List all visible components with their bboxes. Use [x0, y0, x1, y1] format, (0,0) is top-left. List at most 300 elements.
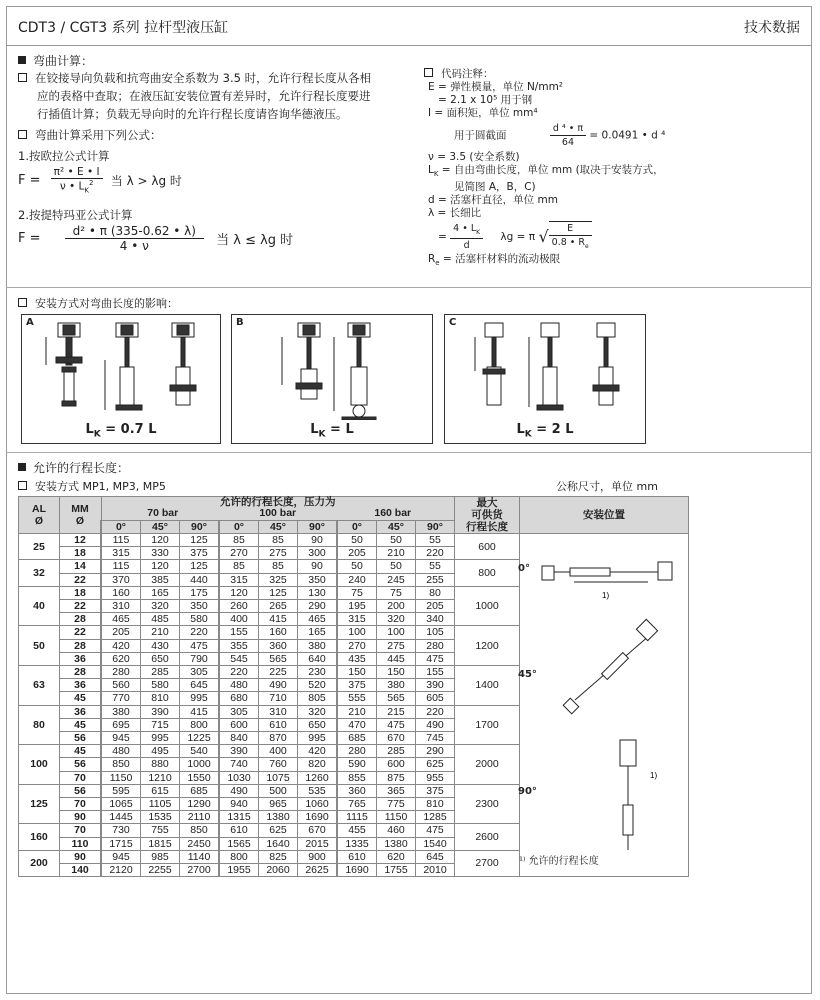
cell-value: 205 — [101, 626, 141, 639]
legend-e-steel: = 2.1 x 10⁵ 用于钢 — [438, 94, 533, 106]
cell-max: 1000 — [455, 586, 520, 626]
re-symbol: R — [428, 252, 436, 265]
mount-footnote: ¹⁾ 允许的行程长度 — [519, 856, 599, 867]
cell-value: 495 — [141, 745, 180, 758]
cell-value: 120 — [219, 586, 259, 599]
figure-lk — [232, 422, 432, 440]
cell-mm: 22 — [60, 600, 102, 613]
cell-value: 455 — [337, 824, 377, 837]
cell-value: 1290 — [180, 798, 220, 811]
cell-mm: 36 — [60, 679, 102, 692]
cell-value: 130 — [298, 586, 338, 599]
h-max: 行程长度 — [466, 521, 508, 533]
euler-numerator: π² • E • I — [51, 166, 103, 179]
cell-value: 790 — [180, 652, 220, 665]
cell-value: 1535 — [141, 811, 180, 824]
cell-value: 475 — [416, 652, 455, 665]
cell-max: 2000 — [455, 745, 520, 785]
cell-mm: 110 — [60, 837, 102, 850]
cell-value: 820 — [298, 758, 338, 771]
cell-value: 2060 — [259, 864, 298, 877]
tetmajer-label: 2.按提特玛亚公式计算 — [18, 208, 133, 222]
cell-mm: 45 — [60, 745, 102, 758]
lk-text: = 自由弯曲长度，单位 mm (取决于安装方式， — [441, 164, 664, 176]
cell-value: 55 — [416, 534, 455, 547]
cell-value: 1285 — [416, 811, 455, 824]
h-al: AL — [32, 503, 46, 515]
cell-value: 330 — [141, 547, 180, 560]
cell-value: 1075 — [259, 771, 298, 784]
cell-value: 745 — [416, 732, 455, 745]
cell-value: 645 — [416, 850, 455, 863]
cell-value: 385 — [141, 573, 180, 586]
lambda-num-text: 4 • L — [453, 222, 477, 234]
table-row — [19, 534, 689, 547]
cell-mm: 12 — [60, 534, 102, 547]
cell-value: 1065 — [101, 798, 141, 811]
cell-value: 880 — [141, 758, 180, 771]
cell-al: 125 — [19, 784, 60, 824]
lambda-fraction — [450, 222, 483, 253]
cell-value: 1540 — [416, 837, 455, 850]
cell-value: 200 — [377, 600, 416, 613]
cell-value: 280 — [416, 639, 455, 652]
cell-value: 90 — [298, 534, 338, 547]
cell-value: 670 — [298, 824, 338, 837]
cell-value: 220 — [416, 705, 455, 718]
cell-value: 165 — [141, 586, 180, 599]
stroke-heading: 允许的行程长度： — [33, 461, 130, 475]
cell-max: 600 — [455, 534, 520, 560]
cell-value: 120 — [141, 534, 180, 547]
cell-value: 380 — [101, 705, 141, 718]
cell-value: 375 — [180, 547, 220, 560]
cell-value: 355 — [219, 639, 259, 652]
cell-value: 800 — [219, 850, 259, 863]
legend-re: $R_e$ = 活塞杆材料的流动极限 — [428, 252, 561, 268]
lambda-g-den-text: 0.8 • R — [551, 237, 586, 249]
mount-label-45: 45° — [518, 669, 537, 680]
cell-value: 850 — [101, 758, 141, 771]
cell-value: 900 — [298, 850, 338, 863]
legend-lk-2: 见简图 A，B，C) — [454, 181, 536, 194]
cell-value: 160 — [259, 626, 298, 639]
cell-value: 760 — [259, 758, 298, 771]
cell-value: 1000 — [180, 758, 220, 771]
cell-value: 2625 — [298, 864, 338, 877]
cell-value: 490 — [259, 679, 298, 692]
cell-value: 50 — [337, 560, 377, 573]
cell-value: 210 — [377, 547, 416, 560]
cell-value: 480 — [219, 679, 259, 692]
bullet-open-icon — [424, 68, 433, 77]
cell-value: 965 — [259, 798, 298, 811]
cell-value: 875 — [377, 771, 416, 784]
cell-value: 1640 — [259, 837, 298, 850]
cell-value: 125 — [180, 560, 220, 573]
cell-value: 1105 — [141, 798, 180, 811]
cell-mm: 70 — [60, 771, 102, 784]
cell-value: 125 — [180, 534, 220, 547]
cell-value: 240 — [337, 573, 377, 586]
cell-value: 855 — [337, 771, 377, 784]
cell-value: 220 — [416, 547, 455, 560]
cell-value: 940 — [219, 798, 259, 811]
cell-mm: 90 — [60, 811, 102, 824]
bullet-filled-icon — [18, 463, 26, 471]
bullet-open-icon — [18, 481, 27, 490]
cell-value: 160 — [101, 586, 141, 599]
cell-value: 2255 — [141, 864, 180, 877]
para-line: 应的表格中查取；在液压缸安装位置有差异时，允许行程长度要进 — [37, 89, 371, 103]
figure-label: B — [236, 317, 244, 328]
cell-value: 375 — [416, 784, 455, 797]
cell-value: 695 — [101, 718, 141, 731]
cell-value: 115 — [101, 560, 141, 573]
cell-value: 315 — [337, 613, 377, 626]
legend-i: I = 面积矩，单位 mm⁴ — [428, 107, 538, 119]
h-mm: MM — [71, 503, 89, 515]
cell-value: 55 — [416, 560, 455, 573]
cell-value: 955 — [416, 771, 455, 784]
cell-value: 275 — [259, 547, 298, 560]
legend — [424, 68, 665, 270]
header-mount: 安装位置 — [520, 497, 689, 534]
cell-value: 195 — [337, 600, 377, 613]
cell-value: 485 — [141, 613, 180, 626]
cell-value: 280 — [101, 666, 141, 679]
cell-value: 150 — [337, 666, 377, 679]
sqrt-icon: √ — [538, 227, 549, 247]
cell-value: 380 — [298, 639, 338, 652]
cell-value: 320 — [141, 600, 180, 613]
header-angle: 45° — [141, 520, 180, 533]
cell-mm: 70 — [60, 824, 102, 837]
stroke-sub-row — [18, 478, 166, 494]
bullet-filled-icon — [18, 56, 26, 64]
lambda-denominator: d — [463, 240, 470, 252]
cell-value: 1955 — [219, 864, 259, 877]
cell-value: 770 — [101, 692, 141, 705]
cell-value: 565 — [259, 652, 298, 665]
cell-value: 2015 — [298, 837, 338, 850]
cell-value: 125 — [259, 586, 298, 599]
cell-value: 685 — [337, 732, 377, 745]
cell-value: 470 — [337, 718, 377, 731]
cell-mm: 45 — [60, 692, 102, 705]
figure-label: A — [26, 317, 34, 328]
cell-value: 710 — [259, 692, 298, 705]
cell-value: 1225 — [180, 732, 220, 745]
h-max: 可供货 — [471, 509, 503, 521]
legend-lambda-formula: = $\frac{4 • L_K}{d}$ λg = π √ $\frac{E}{0.8 • R_e}$ — [424, 221, 665, 253]
header-angle: 0° — [101, 520, 141, 533]
cell-value: 625 — [416, 758, 455, 771]
cell-value: 50 — [377, 560, 416, 573]
cell-value: 580 — [180, 613, 220, 626]
cell-value: 995 — [141, 732, 180, 745]
cell-mm: 22 — [60, 626, 102, 639]
bullet-open-icon — [18, 298, 27, 307]
bending-para1 — [18, 69, 413, 123]
cell-value: 490 — [219, 784, 259, 797]
para-line: 弯曲计算采用下列公式： — [35, 128, 162, 142]
footmark-0: 1) — [602, 591, 610, 600]
euler-label: 1.按欧拉公式计算 — [18, 149, 110, 163]
cell-value: 560 — [101, 679, 141, 692]
cell-value: 460 — [377, 824, 416, 837]
cell-value: 165 — [298, 626, 338, 639]
cell-value: 215 — [377, 705, 416, 718]
cell-mm: 28 — [60, 639, 102, 652]
cell-max: 1700 — [455, 705, 520, 745]
h-pressure: 160 bar — [374, 507, 412, 520]
cell-value: 490 — [416, 718, 455, 731]
figure-lk — [445, 422, 645, 440]
cell-value: 300 — [298, 547, 338, 560]
tetmajer-numerator: d² • π (335-0.62 • λ) — [65, 224, 204, 239]
cell-value: 475 — [416, 824, 455, 837]
cell-value: 650 — [298, 718, 338, 731]
legend-i-circle-label: 用于圆截面 — [454, 129, 507, 142]
cell-al: 25 — [19, 534, 60, 560]
cell-value: 475 — [377, 718, 416, 731]
bullet-open-icon — [18, 73, 27, 82]
cell-value: 85 — [219, 534, 259, 547]
cylinder-diagram-a-icon — [22, 315, 220, 420]
lambda-g-denominator: 0.8 • $R_e$ — [551, 237, 589, 250]
para-line: 行插值计算；负载无导向时的允许行程长度请咨询华德液压。 — [37, 107, 348, 121]
cell-value: 600 — [219, 718, 259, 731]
cell-value: 415 — [259, 613, 298, 626]
euler-denominator: ν • $L_K^2$ — [59, 179, 94, 195]
cell-value: 175 — [180, 586, 220, 599]
figure-label: C — [449, 317, 457, 328]
cell-value: 610 — [337, 850, 377, 863]
header-angle: 0° — [219, 520, 259, 533]
cell-value: 320 — [298, 705, 338, 718]
cell-value: 360 — [337, 784, 377, 797]
cell-value: 945 — [101, 850, 141, 863]
cell-value: 2110 — [180, 811, 220, 824]
cell-value: 2010 — [416, 864, 455, 877]
cell-value: 825 — [259, 850, 298, 863]
legend-d: d = 活塞杆直径，单位 mm — [428, 194, 558, 207]
cell-value: 1755 — [377, 864, 416, 877]
cell-value: 430 — [141, 639, 180, 652]
cell-value: 520 — [298, 679, 338, 692]
cell-value: 390 — [219, 745, 259, 758]
cell-value: 545 — [219, 652, 259, 665]
cell-value: 775 — [377, 798, 416, 811]
cell-value: 285 — [377, 745, 416, 758]
cell-al: 40 — [19, 586, 60, 626]
cell-value: 465 — [101, 613, 141, 626]
cell-value: 375 — [337, 679, 377, 692]
lambda-g-fraction — [549, 221, 592, 253]
cell-value: 350 — [298, 573, 338, 586]
cell-value: 310 — [101, 600, 141, 613]
cell-value: 445 — [377, 652, 416, 665]
cell-value: 415 — [180, 705, 220, 718]
cell-value: 740 — [219, 758, 259, 771]
header-mm — [60, 497, 102, 534]
cell-value: 1150 — [101, 771, 141, 784]
cell-value: 360 — [259, 639, 298, 652]
cell-max: 2600 — [455, 824, 520, 850]
cell-value: 2700 — [180, 864, 220, 877]
cell-mm: 28 — [60, 613, 102, 626]
cell-value: 220 — [219, 666, 259, 679]
mount-label-90: 90° — [518, 786, 537, 797]
cell-al: 100 — [19, 745, 60, 785]
footmark-90: 1) — [650, 771, 658, 780]
cell-mm: 36 — [60, 652, 102, 665]
cell-value: 50 — [377, 534, 416, 547]
cell-value: 340 — [416, 613, 455, 626]
cell-value: 365 — [377, 784, 416, 797]
bullet-open-icon — [18, 130, 27, 139]
page-title: CDT3 / CGT3 系列 拉杆型液压缸 — [18, 20, 229, 36]
cell-value: 100 — [377, 626, 416, 639]
figure-lk-text: $L_K = L$ — [310, 422, 354, 440]
cell-value: 220 — [180, 626, 220, 639]
header-angle: 90° — [180, 520, 220, 533]
lambda-g-label: λg = π — [500, 231, 536, 244]
cell-value: 685 — [180, 784, 220, 797]
cylinder-diagram-c-icon — [445, 315, 645, 420]
cell-mm: 18 — [60, 547, 102, 560]
cell-value: 305 — [219, 705, 259, 718]
cell-value: 210 — [141, 626, 180, 639]
mounting-effect-heading-row — [18, 295, 178, 311]
cell-max: 1400 — [455, 666, 520, 706]
formula-f: F = — [18, 172, 41, 188]
cell-value: 120 — [141, 560, 180, 573]
cell-mm: 14 — [60, 560, 102, 573]
figure-a — [21, 314, 221, 444]
cell-value: 1690 — [298, 811, 338, 824]
cell-value: 535 — [298, 784, 338, 797]
cell-value: 100 — [337, 626, 377, 639]
cell-value: 325 — [259, 573, 298, 586]
cell-value: 290 — [416, 745, 455, 758]
h-dia: Ø — [75, 515, 85, 527]
cell-max: 1200 — [455, 626, 520, 666]
cell-value: 270 — [337, 639, 377, 652]
cell-value: 440 — [180, 573, 220, 586]
cell-value: 370 — [101, 573, 141, 586]
legend-e: E = 弹性模量，单位 N/mm² — [428, 81, 564, 93]
cell-value: 580 — [141, 679, 180, 692]
cell-value: 870 — [259, 732, 298, 745]
cell-value: 115 — [101, 534, 141, 547]
cell-value: 265 — [259, 600, 298, 613]
cell-value: 590 — [337, 758, 377, 771]
cylinder-diagram-b-icon — [232, 315, 432, 420]
cell-al: 160 — [19, 824, 60, 850]
cell-value: 75 — [337, 586, 377, 599]
header-max — [455, 497, 520, 534]
cell-mm: 70 — [60, 798, 102, 811]
cell-value: 730 — [101, 824, 141, 837]
cell-value: 400 — [259, 745, 298, 758]
cell-value: 1140 — [180, 850, 220, 863]
legend-i-fraction — [550, 122, 586, 149]
cell-value: 290 — [298, 600, 338, 613]
legend-lambda: λ = 长细比 — [428, 207, 482, 220]
cell-value: 625 — [259, 824, 298, 837]
para-line: 在铰接导向负载和抗弯曲安全系数为 3.5 时，允许行程长度从各相 — [35, 71, 372, 85]
euler-den-text: ν • L — [59, 180, 85, 193]
cell-value: 420 — [101, 639, 141, 652]
lk-symbol: L — [428, 164, 434, 176]
cell-value: 310 — [259, 705, 298, 718]
cell-value: 280 — [337, 745, 377, 758]
section-title: 技术数据 — [744, 20, 800, 36]
cell-al: 32 — [19, 560, 60, 586]
header-angle: 90° — [416, 520, 455, 533]
cell-value: 1150 — [377, 811, 416, 824]
cell-value: 1335 — [337, 837, 377, 850]
cell-value: 605 — [416, 692, 455, 705]
cell-value: 2120 — [101, 864, 141, 877]
cell-value: 1550 — [180, 771, 220, 784]
header-allowed — [101, 497, 455, 521]
cell-value: 320 — [377, 613, 416, 626]
cell-value: 995 — [298, 732, 338, 745]
cell-value: 480 — [101, 745, 141, 758]
cell-value: 1210 — [141, 771, 180, 784]
cell-value: 850 — [180, 824, 220, 837]
cell-value: 1115 — [337, 811, 377, 824]
h-pressure: 70 bar — [147, 507, 179, 520]
cell-value: 805 — [298, 692, 338, 705]
cell-value: 650 — [141, 652, 180, 665]
cell-value: 1380 — [259, 811, 298, 824]
bending-para2 — [18, 126, 162, 144]
cell-value: 1445 — [101, 811, 141, 824]
cell-value: 995 — [180, 692, 220, 705]
cell-max: 2300 — [455, 784, 520, 824]
cell-value: 390 — [416, 679, 455, 692]
euler-fraction — [51, 166, 103, 195]
euler-condition: 当 λ > λg 时 — [110, 173, 182, 188]
cell-value: 565 — [377, 692, 416, 705]
cell-value: 600 — [377, 758, 416, 771]
cell-value: 210 — [337, 705, 377, 718]
stroke-unit: 公称尺寸，单位 mm — [556, 480, 658, 493]
cell-value: 540 — [180, 745, 220, 758]
cell-mm: 140 — [60, 864, 102, 877]
cell-value: 80 — [416, 586, 455, 599]
cell-value: 50 — [337, 534, 377, 547]
cell-mm: 45 — [60, 718, 102, 731]
cell-max: 2700 — [455, 850, 520, 876]
cell-value: 350 — [180, 600, 220, 613]
tetmajer-condition: 当 λ ≤ λg 时 — [216, 233, 294, 248]
cell-mm: 90 — [60, 850, 102, 863]
legend-nu: ν = 3.5 (安全系数) — [428, 151, 520, 163]
cell-value: 945 — [101, 732, 141, 745]
cell-value: 475 — [180, 639, 220, 652]
cell-mm: 22 — [60, 573, 102, 586]
cell-value: 1715 — [101, 837, 141, 850]
cell-value: 595 — [101, 784, 141, 797]
euler-formula — [18, 166, 182, 195]
figure-lk-text: $L_K = 2$ L — [516, 422, 574, 440]
legend-lk: $L_K$ = 自由弯曲长度，单位 mm (取决于安装方式， — [428, 164, 664, 179]
